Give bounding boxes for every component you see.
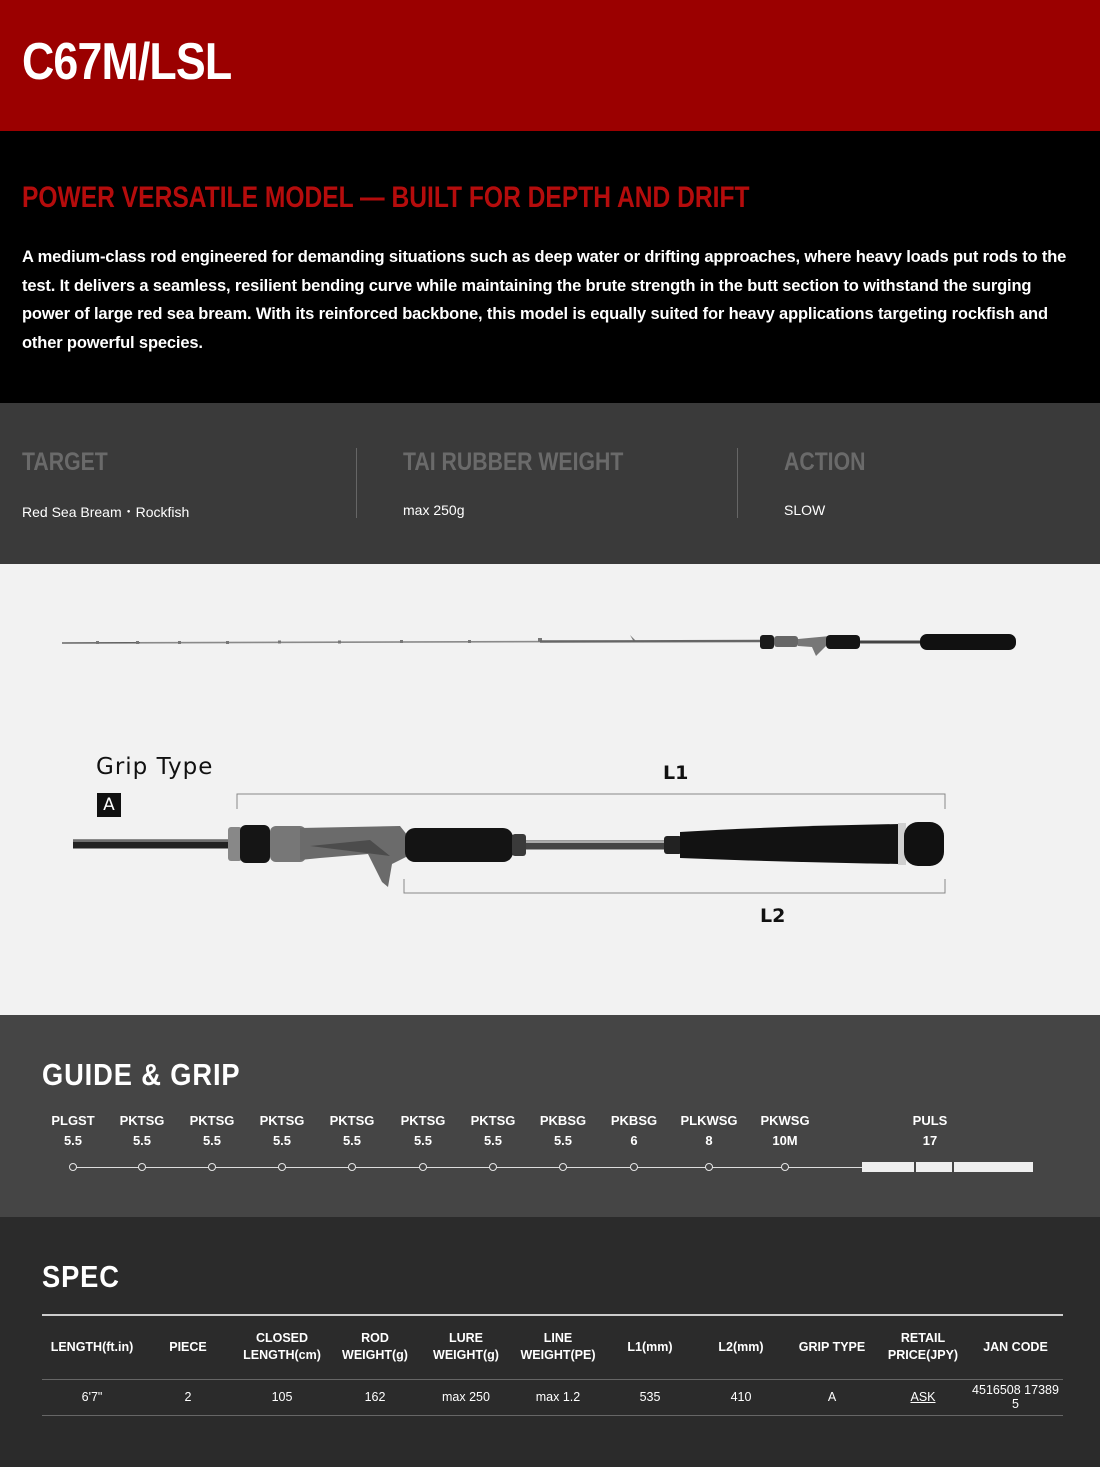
guide-dot xyxy=(69,1163,77,1171)
guide-dot xyxy=(489,1163,497,1171)
guide-item: PKTSG 5.5 xyxy=(119,1113,165,1148)
guide-dot xyxy=(419,1163,427,1171)
attr-target xyxy=(22,448,382,523)
divider xyxy=(737,448,738,518)
guide-dot xyxy=(278,1163,286,1171)
attr-weight-label: TAI RUBBER WEIGHT xyxy=(403,448,624,476)
spec-cell: 105 xyxy=(234,1379,330,1415)
spec-header-cell: L1(mm) xyxy=(604,1315,696,1379)
guide-item: PKTSG 5.5 xyxy=(259,1113,305,1148)
spec-header-cell: GRIP TYPE xyxy=(786,1315,878,1379)
grip-detail xyxy=(73,822,944,887)
attr-action-value: SLOW xyxy=(784,502,826,518)
spec-header-cell: LENGTH(ft.in) xyxy=(42,1315,142,1379)
guide-item: PKWSG 10M xyxy=(760,1113,810,1148)
attr-action-label: ACTION xyxy=(784,448,866,476)
guide-dot xyxy=(705,1163,713,1171)
spec-cell: max 1.2 xyxy=(512,1379,604,1415)
guide-dot xyxy=(138,1163,146,1171)
guide-item: PKBSG 5.5 xyxy=(539,1113,587,1148)
spec-cell: 535 xyxy=(604,1379,696,1415)
attr-target-value: Red Sea Bream・Rockfish xyxy=(22,504,190,520)
rod-visual-section xyxy=(0,564,1100,1015)
attr-weight xyxy=(403,448,763,523)
guide-dot xyxy=(781,1163,789,1171)
attr-target-label: TARGET xyxy=(22,448,108,476)
intro-section xyxy=(0,131,1100,403)
spec-cell: max 250 xyxy=(420,1379,512,1415)
guide-item: PLGST 5.5 xyxy=(51,1113,95,1148)
spec-table xyxy=(42,1314,1063,1416)
attr-action xyxy=(784,448,1100,523)
spec-cell: 410 xyxy=(696,1379,786,1415)
intro-body: A medium-class rod engineered for demanding situations such as deep water or drifting approaches, where heavy loads put rods to the test. It delivers a seamless, resilient bending curve while maintaining the brute strength in the butt section to withstand the surging power of large red sea bream. With its reinforced backbone, this model is equally suited for heavy applications targeting rockfish and other powerful species. xyxy=(22,248,1067,352)
spec-header-cell: JAN CODE xyxy=(968,1315,1063,1379)
guide-item: PKTSG 5.5 xyxy=(470,1113,516,1148)
guide-dot xyxy=(559,1163,567,1171)
spec-title: SPEC xyxy=(42,1259,120,1294)
spec-header-cell: RETAIL PRICE(JPY) xyxy=(878,1315,968,1379)
spec-cell: 162 xyxy=(330,1379,420,1415)
spec-header-cell: LINE WEIGHT(PE) xyxy=(512,1315,604,1379)
spec-cell: A xyxy=(786,1379,878,1415)
spec-header-cell: L2(mm) xyxy=(696,1315,786,1379)
spec-header-cell: PIECE xyxy=(142,1315,234,1379)
guide-grip-section xyxy=(0,1015,1100,1217)
grip-segment xyxy=(862,1162,914,1172)
l2-label: L2 xyxy=(760,905,786,927)
spec-header-row xyxy=(42,1315,1063,1379)
l1-label: L1 xyxy=(663,762,689,784)
grip-segment xyxy=(954,1162,1033,1172)
intro-heading: POWER VERSATILE MODEL — BUILT FOR DEPTH AND DRIFT xyxy=(22,181,750,214)
attributes-section xyxy=(0,403,1100,564)
guide-dot xyxy=(630,1163,638,1171)
spec-header-cell: CLOSED LENGTH(cm) xyxy=(234,1315,330,1379)
full-rod-image xyxy=(0,564,1100,1015)
guide-title: GUIDE & GRIP xyxy=(42,1057,241,1092)
divider xyxy=(356,448,357,518)
spec-header-cell: LURE WEIGHT(g) xyxy=(420,1315,512,1379)
grip-type-badge: A xyxy=(97,793,121,817)
guide-item: PLKWSG 8 xyxy=(680,1113,738,1148)
reel-seat-item: PULS 17 xyxy=(912,1113,948,1148)
grip-segment xyxy=(916,1162,952,1172)
attr-weight-value: max 250g xyxy=(403,502,465,518)
full-rod xyxy=(62,634,1016,656)
guide-dot xyxy=(208,1163,216,1171)
spec-header-cell: ROD WEIGHT(g) xyxy=(330,1315,420,1379)
spec-cell: 2 xyxy=(142,1379,234,1415)
spec-cell xyxy=(878,1379,968,1415)
guide-item: PKBSG 6 xyxy=(610,1113,658,1148)
guide-item: PKTSG 5.5 xyxy=(400,1113,446,1148)
page-header xyxy=(0,0,1100,131)
spec-cell: 4516508 17389 5 xyxy=(968,1379,1063,1415)
l2-bracket xyxy=(404,879,945,893)
spec-data-row xyxy=(42,1379,1063,1415)
guide-dot xyxy=(348,1163,356,1171)
page-title: C67M/LSL xyxy=(22,33,232,91)
guide-item: PKTSG 5.5 xyxy=(329,1113,375,1148)
l1-bracket xyxy=(237,794,945,809)
spec-section xyxy=(0,1217,1100,1467)
ask-price-link[interactable]: ASK xyxy=(910,1390,936,1404)
guide-item: PKTSG 5.5 xyxy=(189,1113,235,1148)
spec-cell: 6'7" xyxy=(42,1379,142,1415)
guide-line xyxy=(72,1167,862,1168)
grip-type-title: Grip Type xyxy=(96,754,214,780)
